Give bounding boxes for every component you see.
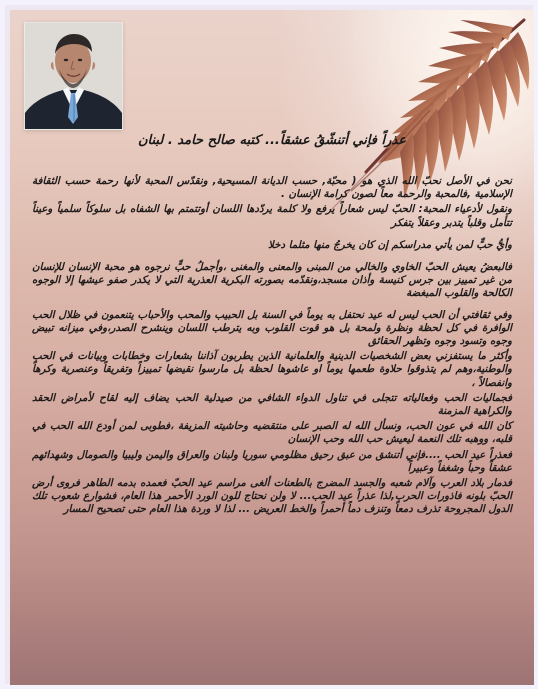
- paragraph-8: كان الله في عون الحب، ونسأل الله له الصبر على منتقضيه وحاشيته المزيفة ،فطوبى لمن أودع الله الحب في قلبه، ووهبه تلك النعمة ليعيش حب الله وحب الإنسان: [32, 420, 512, 446]
- paragraph-2: ونقول لأدعياء المحبة: الحبّ ليس شعاراً يرفع ولا كلمة يردّدها اللسان أوتتمتم بها الشفاه بل سلوكاً سلمياً وعيناً تتأمل وقلباً يتدبر وعقلاً يتفكر: [32, 203, 512, 229]
- paragraph-7: فجماليات الحب وفعالياته تتجلى في تناول الدواء الشافي من صيدلية الحب يضاف إليه لقاح لأمراض الحقد والكراهية المزمنة: [32, 391, 512, 418]
- article-title: عذراً فإني أتنشّقُ عشقاً... كتبه صالح حامد . لبنان: [138, 133, 406, 148]
- paragraph-9: فعذراً عيد الحب ....فإني أتنشق من عبق رحيق مظلومي سوريا ولبنان والعراق واليمن وليبيا والصومال وشهدائهم عشقاً وحباً وشغفاً وعبيراً: [32, 448, 512, 474]
- article-body: [32, 175, 512, 525]
- paragraph-6: وأكثر ما يستفزني بعض الشخصيات الدينية والعلمانية الذين يطربون آذاننا بشعارات وخطابات وبيانات في الحب والوطنية،وهم لم يتذوقوا حلاوة طعمها يوماً او عاشوها لحظة بل مارسوا نقيضها تمييزاً وتفريقاً وعنصرية وكرهاً وانفصالاً ،: [32, 350, 512, 389]
- paragraph-4: فالبعضُ يعيش الحبّ الخاوي والخالي من المبنى والمعنى والمغنى ،وأجملُ حبٍّ نرجوه هو محبة الإنسان للإنسان من غير تمييز بين جرس كنيسة وأذان مسجد،ونقدّمه بصورته البكرية العذرية التي لا يكدر صفو عيشها إلا الوجوه الكالحة والقلوب المبغضة: [32, 261, 512, 300]
- paragraph-3: وأيُّ حبٍّ لمن يأتي مدراسكم إن كان يخرجُ منها مثلما دخلا: [268, 238, 512, 251]
- author-portrait-icon: [25, 23, 122, 129]
- paragraph-5: وفي ثقافتي أن الحب ليس له عيد نحتفل به يوماً في السنة بل الحبيب والمحب والأحباب يتنعمون في ظلال الحب الوافرة في كل لحظة ونظرة ولمحة بل هو قوت القلوب وبه يترطب اللسان وينشرح الصدر،وفي ميزانه تبيض وجوه وتسود وجوه وتظهر الحقائق: [32, 308, 512, 348]
- paragraph-1: نحن في الأصل نحبّ الله الذي هو ( محبّة, حسب الديانة المسيحية, ونقدّس المحبة لأنها رحمة حسب الثقافة الإسلامية ,فالمحبة والرحمة معاً لصون كرامة الإنسان .: [32, 175, 512, 201]
- bottom-shade: [10, 565, 534, 685]
- author-photo: [24, 22, 123, 130]
- paragraph-10: فدمار بلاد العرب وآلام شعبه والجسد المضرج بالطعنات ألغى مراسم عيد الحبّ فعمده بدمه الطاهر فروى أرض الحبّ بلونه فاذورات الحرب,لذا عذراً عيد الحب... لا ولن نحتاج للون الورد الأحمر هذا العام، فشوارع شعوب تلك الدول المجروحة تذرف دمعاً وتنزف دماً أحمراً والخط العريض ... لذا لا وردة هذا العام حتى تصحيح المسار: [32, 477, 512, 516]
- poster-canvas: [10, 10, 534, 685]
